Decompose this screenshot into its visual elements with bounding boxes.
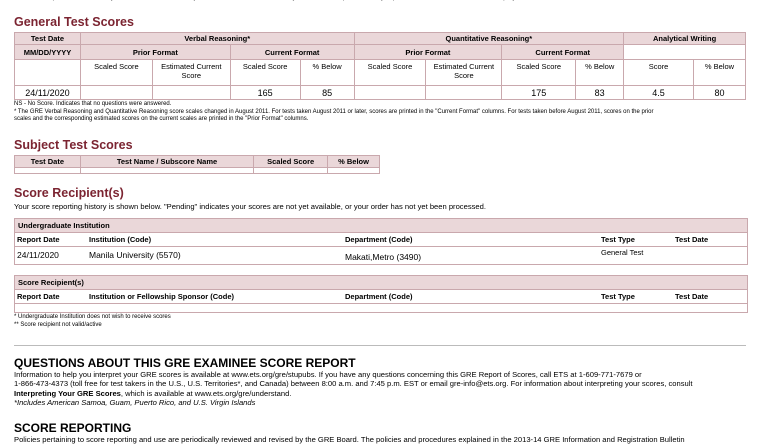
- questions-title: QUESTIONS ABOUT THIS GRE EXAMINEE SCORE REPORT: [14, 356, 356, 370]
- q-cur-scaled: 175: [502, 86, 576, 100]
- ns-note: NS - No Score. Indicates that no questions were answered.: [14, 101, 172, 107]
- ug-institution: Manila University (5570): [89, 250, 181, 260]
- date-sub-blank: [15, 60, 81, 86]
- top-note: [12, 0, 517, 1]
- recipient-invalid-footnote: ** Score recipient not valid/active: [14, 321, 102, 328]
- undergrad-footnote: * Undergraduate Institution does not wish to receive scores: [14, 314, 171, 320]
- subject-test-title: Subject Test Scores: [14, 138, 133, 152]
- q-prior-scaled-label: Scaled Score: [354, 60, 426, 86]
- questions-line-1: Information to help you interpret your GRE scores is available at www.ets.org/gre/stupubs. If you have any questions concerning this GRE Report of Scores, call ETS at 1-609-771-7679 or: [14, 370, 642, 379]
- general-test-table: [14, 32, 746, 100]
- ug-test-type-header: Test Type: [601, 235, 635, 244]
- subj-test-name-header: Test Name / Subscore Name: [80, 156, 253, 168]
- quant-header: Quantitative Reasoning*: [354, 33, 624, 45]
- v-prior-est-label: Estimated Current Score: [152, 60, 230, 86]
- verbal-header: Verbal Reasoning*: [80, 33, 354, 45]
- score-recipients-empty-row: [15, 303, 747, 312]
- general-test-title: General Test Scores: [14, 15, 134, 29]
- ug-report-date-header: Report Date: [17, 235, 60, 244]
- questions-body: [14, 370, 774, 408]
- ug-department: Makati,Metro (3490): [345, 252, 422, 262]
- w-score: 4.5: [624, 86, 694, 100]
- score-recipients-table: [14, 275, 748, 313]
- questions-line-2: 1-866-473-4373 (toll free for test takers in the U.S., U.S. Territories*, and Canada) between 8:00 a.m. and 7:45 p.m. EST or email gre-info@ets.org. For information about interpreting your scores, consult: [14, 379, 693, 389]
- q-prior-scaled: [354, 86, 426, 100]
- w-score-label: Score: [624, 60, 694, 86]
- subject-test-table: [14, 155, 380, 174]
- subj-scaled-header: Scaled Score: [254, 156, 328, 168]
- q-prior-est: [426, 86, 502, 100]
- writing-header: Analytical Writing: [624, 33, 746, 45]
- v-cur-scaled: 165: [230, 86, 300, 100]
- score-recipients-title: Score Recipient(s): [14, 186, 124, 200]
- score-recipients-header-row: [15, 289, 747, 303]
- test-date-header: Test Date: [15, 33, 81, 45]
- scale-change-note-2: scales and the corresponding estimated scores on the current scales are printed in the "Prior Format" columns.: [14, 116, 309, 123]
- score-recipients-label: Score Recipient(s): [15, 276, 747, 289]
- questions-line-3-rest: , which is available at www.ets.org/gre/understand.: [120, 388, 292, 398]
- sr-test-date-header: Test Date: [675, 292, 709, 301]
- v-cur-pct-label: % Below: [300, 60, 354, 86]
- undergrad-institution-table: [14, 218, 748, 265]
- sr-test-type-header: Test Type: [601, 292, 635, 301]
- ug-institution-header: Institution (Code): [89, 235, 152, 244]
- score-test-date: 24/11/2020: [15, 86, 81, 100]
- ug-report-date: 24/11/2020: [17, 250, 59, 260]
- quant-current-format: Current Format: [502, 45, 624, 60]
- ug-test-date-header: Test Date: [675, 235, 709, 244]
- q-cur-scaled-label: Scaled Score: [502, 60, 576, 86]
- sr-institution-header: Institution or Fellowship Sponsor (Code): [89, 292, 234, 301]
- q-cur-pct-label: % Below: [576, 60, 624, 86]
- recipients-intro: Your score reporting history is shown below. "Pending" indicates your scores are not yet available, or your order has not yet been processed.: [14, 202, 486, 211]
- w-pct: 80: [694, 86, 746, 100]
- sr-department-header: Department (Code): [345, 292, 413, 301]
- scale-change-note: * The GRE Verbal Reasoning and Quantitative Reasoning score scales changed in August 2011. For tests taken August 2011 or later, scores are printed in the "Current Format" columns. For tests taken before August 2011, scores on the prior: [14, 108, 654, 115]
- v-prior-scaled-label: Scaled Score: [80, 60, 152, 86]
- sr-report-date-header: Report Date: [17, 292, 60, 301]
- undergrad-row: [15, 246, 747, 264]
- subj-pct-header: % Below: [328, 156, 380, 168]
- undergrad-label: Undergraduate Institution: [15, 219, 747, 232]
- ug-test-type: General Test: [601, 248, 644, 257]
- verbal-current-format: Current Format: [230, 45, 354, 60]
- score-reporting-line-1: Policies pertaining to score reporting and use are periodically reviewed and revised by the GRE Board. The policies and procedures explained in the 2013-14 GRE Information and Registration Bulletin: [14, 435, 685, 444]
- section-divider: [14, 345, 746, 346]
- w-pct-label: % Below: [694, 60, 746, 86]
- interpreting-scores-title: Interpreting Your GRE Scores: [14, 388, 121, 398]
- q-cur-pct: 83: [576, 86, 624, 100]
- score-reporting-title: SCORE REPORTING: [14, 421, 132, 435]
- v-prior-est: [152, 86, 230, 100]
- questions-line-3: [14, 389, 774, 398]
- v-prior-scaled: [80, 86, 152, 100]
- ug-department-header: Department (Code): [345, 235, 413, 244]
- v-cur-pct: 85: [300, 86, 354, 100]
- v-cur-scaled-label: Scaled Score: [230, 60, 300, 86]
- q-prior-est-label: Estimated Current Score: [426, 60, 502, 86]
- verbal-prior-format: Prior Format: [80, 45, 230, 60]
- writing-format-blank: [624, 45, 746, 60]
- territories-note: *Includes American Samoa, Guam, Puerto Rico, and U.S. Virgin Islands: [14, 398, 256, 408]
- subj-test-date-header: Test Date: [15, 156, 81, 168]
- quant-prior-format: Prior Format: [354, 45, 502, 60]
- date-format: MM/DD/YYYY: [15, 45, 81, 60]
